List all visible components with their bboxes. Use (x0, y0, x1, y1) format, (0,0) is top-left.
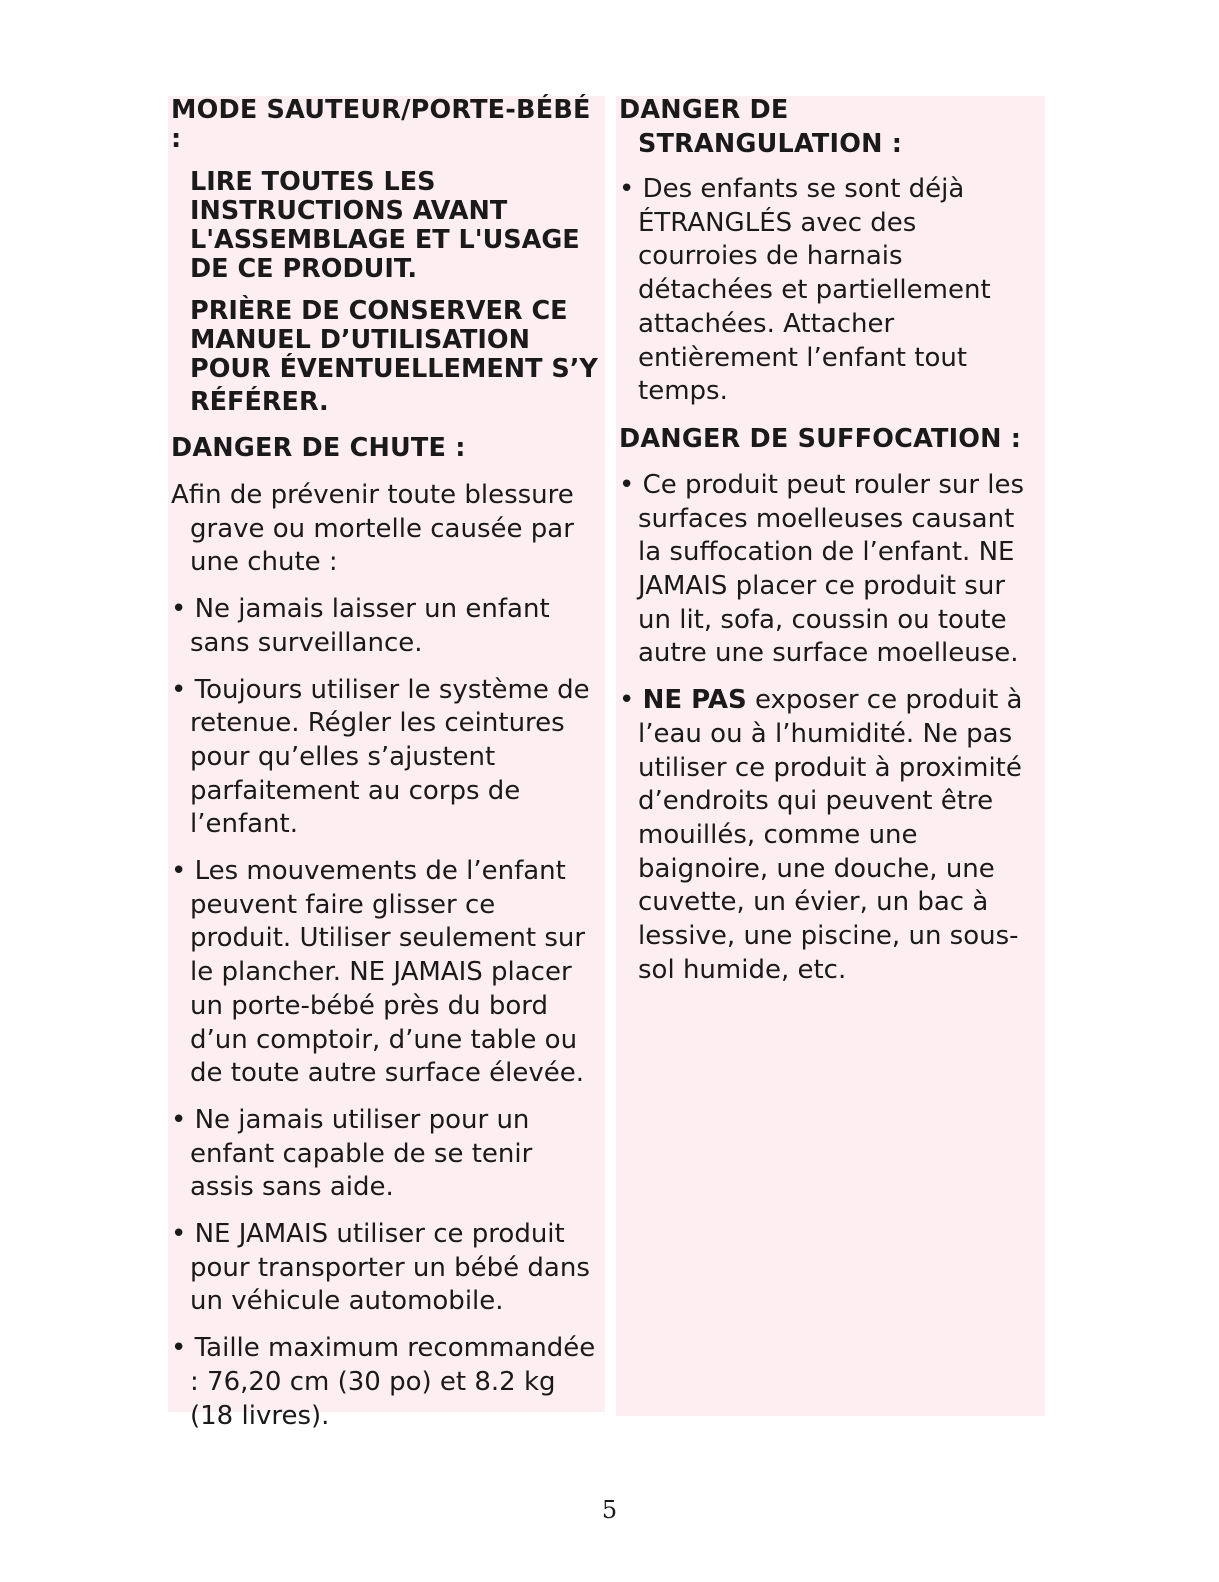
fall-bullet-3: • Les mouvements de l’enfant peuvent faire glisser ce produit. Utiliser seulement sur le plancher. NE JAMAIS placer un porte-bébé près du bord d’un comptoir, d’une table ou de toute autre surface élevée. (171, 856, 586, 1089)
fall-bullet-5: • NE JAMAIS utiliser ce produit pour transporter un bébé dans un véhicule automobile. (171, 1219, 590, 1317)
water-bullet-rest: exposer ce produit à l’eau ou à l’humidité. Ne pas utiliser ce produit à proximité d’endroits qui peuvent être mouillés, comme une baignoire, une douche, une cuvette, un évier, un bac à lessive, une piscine, un sous-sol humide, etc. (638, 685, 1023, 985)
keep-line-2: MANUEL D’UTILISATION (190, 325, 530, 355)
water-bullet (619, 684, 1043, 987)
fall-intro: Afin de prévenir toute blessure grave ou mortelle causée par une chute : (171, 480, 574, 578)
read-line-3: L'ASSEMBLAGE ET L'USAGE (190, 225, 580, 255)
fall-bullet-1: • Ne jamais laisser un enfant sans surveillance. (171, 594, 550, 658)
keep-line-3: POUR ÉVENTUELLEMENT S’Y (190, 354, 598, 384)
strangulation-heading-line-1: DANGER DE (619, 95, 789, 125)
water-bullet-bold: NE PAS (642, 685, 747, 716)
fall-bullet-4: • Ne jamais utiliser pour un enfant capable de se tenir assis sans aide. (171, 1104, 533, 1203)
suffocation-heading: DANGER DE SUFFOCATION : (619, 423, 1022, 454)
strangulation-heading-line-2: STRANGULATION : (638, 129, 903, 159)
water-bullet-prefix: • (619, 685, 643, 716)
suffocation-bullet: • Ce produit peut rouler sur les surfaces moelleuses causant la suffocation de l’enfant. NE JAMAIS placer ce produit sur un lit, sofa, coussin ou toute autre une surface moelleuse. (619, 469, 1025, 669)
right-column (616, 96, 1045, 1416)
read-line-1: LIRE TOUTES LES (190, 167, 436, 197)
page-number: 5 (601, 1496, 618, 1524)
section-heading-mode: MODE SAUTEUR/PORTE-BÉBÉ : (171, 95, 591, 154)
keep-manual-warning (171, 297, 603, 417)
keep-line-4: RÉFÉRER. (190, 387, 329, 417)
fall-bullet-2: • Toujours utiliser le système de retenue. Régler les ceintures pour qu’elles s’ajustent parfaitement au corps de l’enfant. (171, 674, 590, 840)
fall-bullet-6: • Taille maximum recommandée : 76,20 cm (30 po) et 8.2 kg (18 livres). (171, 1333, 596, 1431)
keep-line-1: PRIÈRE DE CONSERVER CE (190, 296, 568, 326)
read-line-4: DE CE PRODUIT. (190, 254, 418, 284)
strangulation-bullet: • Des enfants se sont déjà ÉTRANGLÉS avec des courroies de harnais détachées et partiellement attachées. Attacher entièrement l’enfant tout temps. (619, 174, 991, 407)
read-instructions-warning (171, 168, 603, 284)
left-column (168, 95, 605, 1431)
read-line-2: INSTRUCTIONS AVANT (190, 196, 508, 226)
fall-danger-heading: DANGER DE CHUTE : (171, 433, 466, 463)
